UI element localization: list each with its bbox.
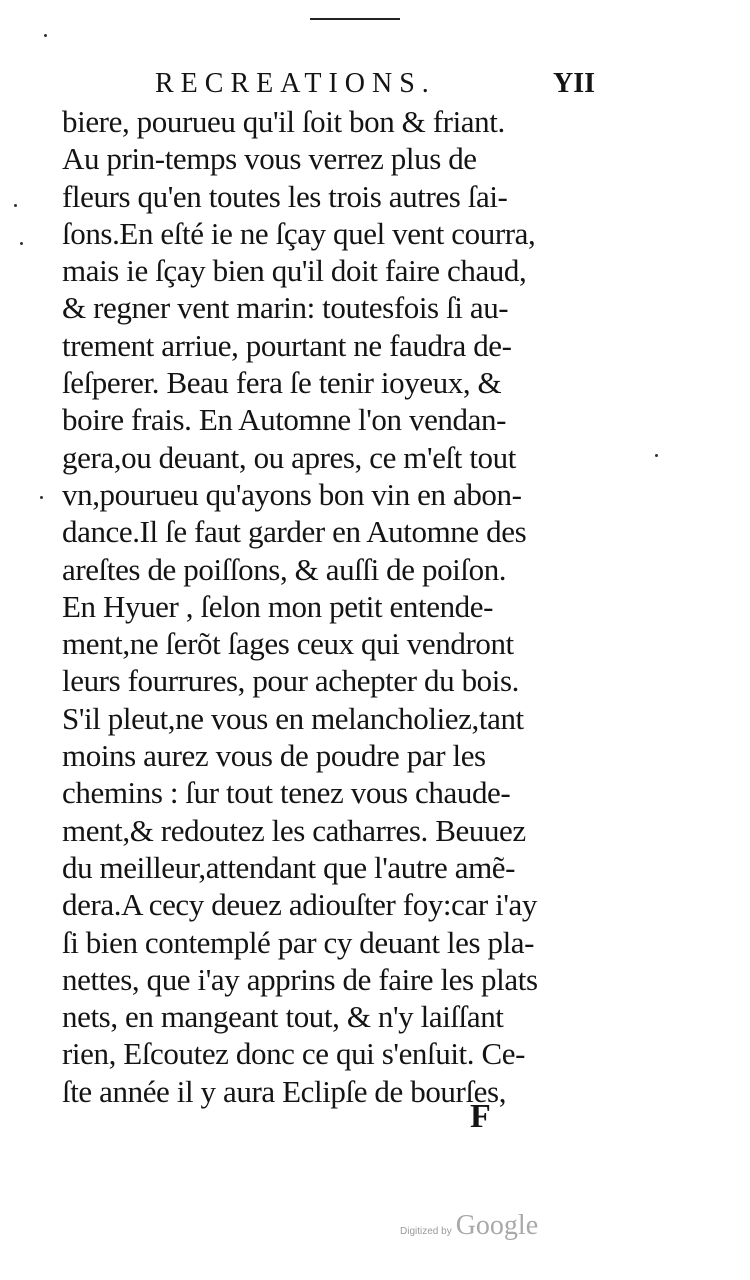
text-line: ſi bien contemplé par cy deuant les pla- xyxy=(62,924,535,960)
running-title: RECREATIONS. xyxy=(155,68,436,99)
text-line: chemins : ſur tout tenez vous chaude- xyxy=(62,775,511,811)
text-line: fleurs qu'en toutes les trois autres ſai- xyxy=(62,178,508,214)
text-line: & regner vent marin: toutesfois ſi au- xyxy=(62,290,509,326)
page-folio: YII xyxy=(552,68,595,99)
text-line: leurs fourrures, pour achepter du bois. xyxy=(62,663,519,699)
margin-speck xyxy=(44,34,47,37)
text-line: dera.A cecy deuez adiouſter foy:car i'ay xyxy=(62,887,537,923)
text-line: trement arriue, pourtant ne faudra de- xyxy=(62,327,512,363)
text-line: mais ie ſçay bien qu'il doit faire chaud, xyxy=(62,253,527,289)
watermark-prefix: Digitized by xyxy=(400,1226,452,1237)
body-text xyxy=(62,103,602,1110)
signature-mark: F xyxy=(470,1098,491,1135)
text-line: gera,ou deuant, ou apres, ce m'eſt tout xyxy=(62,439,516,475)
top-rule xyxy=(310,18,400,20)
text-line: En Hyuer , ſelon mon petit entende- xyxy=(62,588,494,624)
margin-speck xyxy=(20,242,23,245)
text-line: nettes, que i'ay apprins de faire les plats xyxy=(62,961,538,997)
google-logo: Google xyxy=(455,1210,539,1241)
text-line: nets, en mangeant tout, & n'y laiſſant xyxy=(62,999,504,1035)
text-line: Au prin-temps vous verrez plus de xyxy=(62,141,477,177)
text-line: ment,ne ſerõt ſages ceux qui vendront xyxy=(62,626,514,662)
margin-speck xyxy=(655,454,658,457)
text-line: boire frais. En Automne l'on vendan- xyxy=(62,402,507,438)
text-line: ſte année il y aura Eclipſe de bourſes, xyxy=(62,1073,507,1109)
text-line: du meilleur,attendant que l'autre amẽ- xyxy=(62,849,516,885)
text-line: ſons.En eſté ie ne ſçay quel vent courra, xyxy=(62,215,536,251)
text-line: areſtes de poiſſons, & auſſi de poiſon. xyxy=(62,551,507,587)
margin-speck xyxy=(40,496,43,499)
text-line: dance.Il ſe faut garder en Automne des xyxy=(62,514,527,550)
text-line: biere, pourueu qu'il ſoit bon & friant. xyxy=(62,104,505,139)
running-head xyxy=(155,68,595,108)
text-line: S'il pleut,ne vous en melancholiez,tant xyxy=(62,700,524,736)
digitization-watermark xyxy=(400,1210,538,1250)
text-line: rien, Eſcoutez donc ce qui s'enſuit. Ce- xyxy=(62,1036,526,1072)
text-line: ſeſperer. Beau fera ſe tenir ioyeux, & xyxy=(62,365,502,401)
text-line: ment,& redoutez les catharres. Beuuez xyxy=(62,812,526,848)
text-line: vn,pourueu qu'ayons bon vin en abon- xyxy=(62,476,522,512)
text-line: moins aurez vous de poudre par les xyxy=(62,738,486,774)
margin-speck xyxy=(14,204,17,207)
